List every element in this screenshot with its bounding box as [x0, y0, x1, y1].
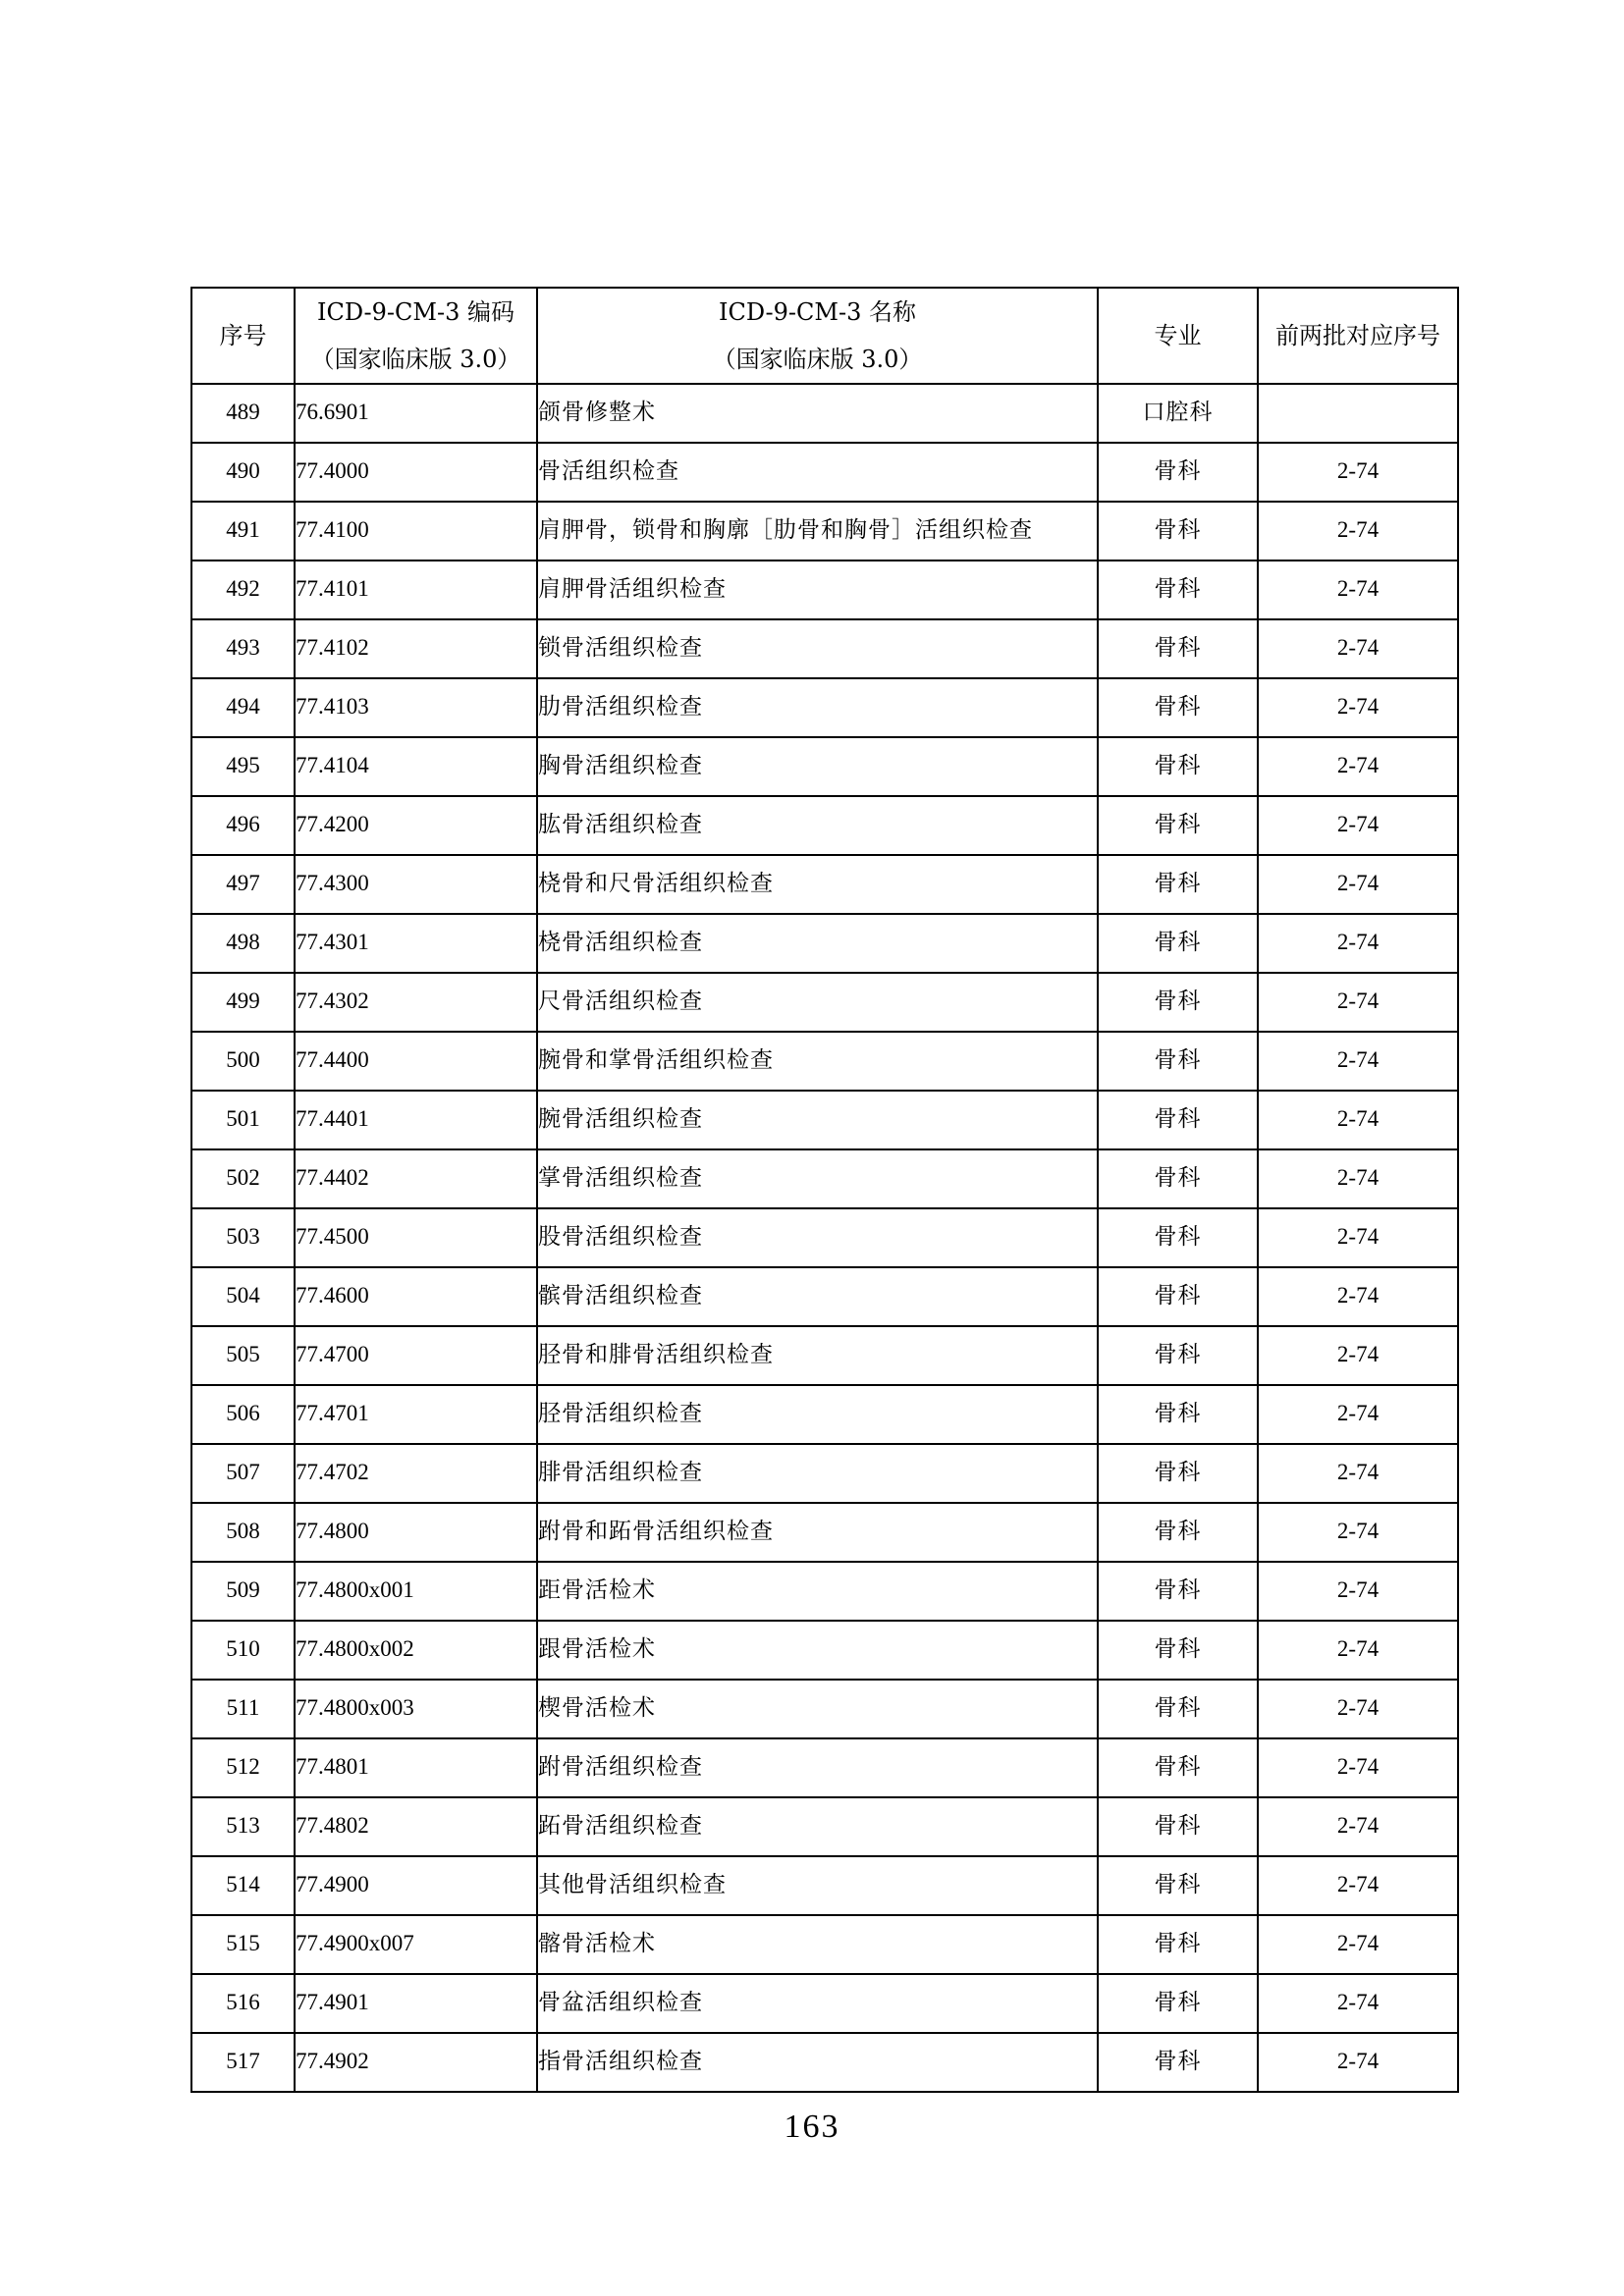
- cell-seq: 506: [191, 1385, 295, 1444]
- table-row: [191, 1385, 1458, 1444]
- cell-seq: 505: [191, 1326, 295, 1385]
- cell-seq: 499: [191, 973, 295, 1032]
- cell-dept: 骨科: [1098, 619, 1258, 678]
- cell-name: 肋骨活组织检查: [537, 678, 1098, 737]
- cell-name: 腓骨活组织检查: [537, 1444, 1098, 1503]
- cell-dept: 骨科: [1098, 1797, 1258, 1856]
- cell-code: 76.6901: [295, 384, 537, 443]
- table-row: [191, 737, 1458, 796]
- table-row: [191, 1149, 1458, 1208]
- cell-dept: 骨科: [1098, 1738, 1258, 1797]
- cell-prev: 2-74: [1258, 2033, 1458, 2092]
- cell-dept: 骨科: [1098, 1149, 1258, 1208]
- header-name: [537, 288, 1098, 384]
- cell-seq: 491: [191, 502, 295, 561]
- cell-prev: 2-74: [1258, 1680, 1458, 1738]
- table-row: [191, 1267, 1458, 1326]
- table-row: [191, 1562, 1458, 1621]
- cell-prev: 2-74: [1258, 1267, 1458, 1326]
- header-code-line2: （国家临床版 3.0）: [310, 346, 521, 373]
- cell-dept: 骨科: [1098, 1032, 1258, 1091]
- cell-prev: 2-74: [1258, 1974, 1458, 2033]
- cell-name: 跗骨和跖骨活组织检查: [537, 1503, 1098, 1562]
- table-row: [191, 1621, 1458, 1680]
- cell-code: 77.4302: [295, 973, 537, 1032]
- cell-dept: 骨科: [1098, 914, 1258, 973]
- header-name-line2: （国家临床版 3.0）: [712, 346, 923, 373]
- cell-seq: 490: [191, 443, 295, 502]
- cell-seq: 495: [191, 737, 295, 796]
- cell-name: 颌骨修整术: [537, 384, 1098, 443]
- cell-prev: 2-74: [1258, 973, 1458, 1032]
- cell-code: 77.4200: [295, 796, 537, 855]
- cell-dept: 骨科: [1098, 1091, 1258, 1149]
- cell-name: 胫骨活组织检查: [537, 1385, 1098, 1444]
- cell-code: 77.4104: [295, 737, 537, 796]
- cell-prev: 2-74: [1258, 678, 1458, 737]
- cell-name: 髌骨活组织检查: [537, 1267, 1098, 1326]
- cell-name: 桡骨和尺骨活组织检查: [537, 855, 1098, 914]
- cell-dept: 骨科: [1098, 973, 1258, 1032]
- cell-prev: 2-74: [1258, 1032, 1458, 1091]
- cell-dept: 骨科: [1098, 1444, 1258, 1503]
- header-code-line1: ICD-9-CM-3 编码: [317, 298, 514, 326]
- cell-dept: 骨科: [1098, 678, 1258, 737]
- cell-code: 77.4600: [295, 1267, 537, 1326]
- cell-code: 77.4103: [295, 678, 537, 737]
- cell-dept: 骨科: [1098, 1915, 1258, 1974]
- table-row: [191, 2033, 1458, 2092]
- cell-prev: 2-74: [1258, 1738, 1458, 1797]
- cell-name: 锁骨活组织检查: [537, 619, 1098, 678]
- cell-name: 肩胛骨，锁骨和胸廓［肋骨和胸骨］活组织检查: [537, 502, 1098, 561]
- cell-seq: 514: [191, 1856, 295, 1915]
- cell-prev: 2-74: [1258, 737, 1458, 796]
- table-row: [191, 1738, 1458, 1797]
- table-row: [191, 1856, 1458, 1915]
- cell-prev: 2-74: [1258, 443, 1458, 502]
- cell-prev: 2-74: [1258, 1385, 1458, 1444]
- cell-seq: 502: [191, 1149, 295, 1208]
- cell-seq: 511: [191, 1680, 295, 1738]
- cell-name: 尺骨活组织检查: [537, 973, 1098, 1032]
- cell-seq: 496: [191, 796, 295, 855]
- cell-code: 77.4901: [295, 1974, 537, 2033]
- cell-code: 77.4701: [295, 1385, 537, 1444]
- header-prev: 前两批对应序号: [1258, 288, 1458, 384]
- cell-prev: 2-74: [1258, 619, 1458, 678]
- cell-dept: 骨科: [1098, 502, 1258, 561]
- cell-prev: 2-74: [1258, 914, 1458, 973]
- cell-name: 腕骨活组织检查: [537, 1091, 1098, 1149]
- cell-name: 跟骨活检术: [537, 1621, 1098, 1680]
- table-row: [191, 1032, 1458, 1091]
- cell-dept: 骨科: [1098, 561, 1258, 619]
- cell-name: 桡骨活组织检查: [537, 914, 1098, 973]
- header-name-line1: ICD-9-CM-3 名称: [719, 298, 916, 326]
- cell-code: 77.4800x002: [295, 1621, 537, 1680]
- cell-dept: 骨科: [1098, 1385, 1258, 1444]
- cell-prev: 2-74: [1258, 502, 1458, 561]
- table-row: [191, 443, 1458, 502]
- cell-prev: 2-74: [1258, 1797, 1458, 1856]
- cell-seq: 494: [191, 678, 295, 737]
- cell-name: 肱骨活组织检查: [537, 796, 1098, 855]
- cell-seq: 503: [191, 1208, 295, 1267]
- table-row: [191, 1680, 1458, 1738]
- cell-name: 胫骨和腓骨活组织检查: [537, 1326, 1098, 1385]
- cell-code: 77.4702: [295, 1444, 537, 1503]
- cell-dept: 骨科: [1098, 1974, 1258, 2033]
- cell-seq: 517: [191, 2033, 295, 2092]
- cell-prev: 2-74: [1258, 855, 1458, 914]
- cell-dept: 口腔科: [1098, 384, 1258, 443]
- cell-name: 跗骨活组织检查: [537, 1738, 1098, 1797]
- cell-dept: 骨科: [1098, 737, 1258, 796]
- table-row: [191, 561, 1458, 619]
- cell-name: 跖骨活组织检查: [537, 1797, 1098, 1856]
- cell-code: 77.4700: [295, 1326, 537, 1385]
- cell-prev: 2-74: [1258, 1562, 1458, 1621]
- cell-seq: 500: [191, 1032, 295, 1091]
- cell-prev: 2-74: [1258, 1208, 1458, 1267]
- cell-prev: 2-74: [1258, 1326, 1458, 1385]
- cell-prev: 2-74: [1258, 1091, 1458, 1149]
- cell-code: 77.4802: [295, 1797, 537, 1856]
- cell-name: 楔骨活检术: [537, 1680, 1098, 1738]
- cell-name: 骨活组织检查: [537, 443, 1098, 502]
- cell-code: 77.4801: [295, 1738, 537, 1797]
- cell-code: 77.4800: [295, 1503, 537, 1562]
- cell-seq: 493: [191, 619, 295, 678]
- table-row: [191, 502, 1458, 561]
- table-row: [191, 1326, 1458, 1385]
- cell-code: 77.4800x003: [295, 1680, 537, 1738]
- cell-dept: 骨科: [1098, 443, 1258, 502]
- cell-seq: 515: [191, 1915, 295, 1974]
- table-row: [191, 1208, 1458, 1267]
- cell-seq: 492: [191, 561, 295, 619]
- cell-code: 77.4500: [295, 1208, 537, 1267]
- cell-code: 77.4301: [295, 914, 537, 973]
- cell-seq: 497: [191, 855, 295, 914]
- cell-prev: 2-74: [1258, 1503, 1458, 1562]
- cell-dept: 骨科: [1098, 1680, 1258, 1738]
- cell-prev: 2-74: [1258, 1621, 1458, 1680]
- cell-seq: 489: [191, 384, 295, 443]
- cell-dept: 骨科: [1098, 796, 1258, 855]
- table-row: [191, 1797, 1458, 1856]
- table-row: [191, 914, 1458, 973]
- cell-code: 77.4400: [295, 1032, 537, 1091]
- table-row: [191, 678, 1458, 737]
- cell-dept: 骨科: [1098, 1267, 1258, 1326]
- table-row: [191, 1503, 1458, 1562]
- cell-code: 77.4900: [295, 1856, 537, 1915]
- table-row: [191, 796, 1458, 855]
- table-header-row: [191, 288, 1458, 384]
- header-dept: 专业: [1098, 288, 1258, 384]
- cell-code: 77.4300: [295, 855, 537, 914]
- cell-seq: 498: [191, 914, 295, 973]
- header-code: [295, 288, 537, 384]
- cell-dept: 骨科: [1098, 1503, 1258, 1562]
- cell-name: 髂骨活检术: [537, 1915, 1098, 1974]
- page-number: 163: [784, 2109, 840, 2145]
- cell-seq: 510: [191, 1621, 295, 1680]
- cell-name: 骨盆活组织检查: [537, 1974, 1098, 2033]
- header-seq: 序号: [191, 288, 295, 384]
- table-row: [191, 855, 1458, 914]
- cell-dept: 骨科: [1098, 1621, 1258, 1680]
- cell-name: 其他骨活组织检查: [537, 1856, 1098, 1915]
- table-row: [191, 1444, 1458, 1503]
- cell-name: 股骨活组织检查: [537, 1208, 1098, 1267]
- cell-name: 腕骨和掌骨活组织检查: [537, 1032, 1098, 1091]
- cell-dept: 骨科: [1098, 1326, 1258, 1385]
- cell-dept: 骨科: [1098, 1208, 1258, 1267]
- cell-seq: 509: [191, 1562, 295, 1621]
- table-row: [191, 619, 1458, 678]
- cell-code: 77.4401: [295, 1091, 537, 1149]
- cell-seq: 501: [191, 1091, 295, 1149]
- cell-seq: 513: [191, 1797, 295, 1856]
- cell-prev: 2-74: [1258, 796, 1458, 855]
- cell-code: 77.4800x001: [295, 1562, 537, 1621]
- cell-dept: 骨科: [1098, 1856, 1258, 1915]
- cell-dept: 骨科: [1098, 855, 1258, 914]
- cell-prev: 2-74: [1258, 1856, 1458, 1915]
- cell-dept: 骨科: [1098, 1562, 1258, 1621]
- table-row: [191, 973, 1458, 1032]
- cell-name: 距骨活检术: [537, 1562, 1098, 1621]
- cell-seq: 507: [191, 1444, 295, 1503]
- cell-seq: 512: [191, 1738, 295, 1797]
- cell-prev: 2-74: [1258, 1444, 1458, 1503]
- cell-name: 肩胛骨活组织检查: [537, 561, 1098, 619]
- cell-code: 77.4402: [295, 1149, 537, 1208]
- cell-dept: 骨科: [1098, 2033, 1258, 2092]
- cell-prev: 2-74: [1258, 1149, 1458, 1208]
- cell-name: 指骨活组织检查: [537, 2033, 1098, 2092]
- cell-prev: [1258, 384, 1458, 443]
- procedure-table: [190, 287, 1459, 2093]
- cell-code: 77.4902: [295, 2033, 537, 2092]
- table-body: [191, 384, 1458, 2092]
- table-row: [191, 1974, 1458, 2033]
- cell-seq: 516: [191, 1974, 295, 2033]
- cell-prev: 2-74: [1258, 1915, 1458, 1974]
- cell-name: 胸骨活组织检查: [537, 737, 1098, 796]
- cell-code: 77.4101: [295, 561, 537, 619]
- table-row: [191, 1915, 1458, 1974]
- cell-code: 77.4102: [295, 619, 537, 678]
- cell-code: 77.4000: [295, 443, 537, 502]
- table-row: [191, 1091, 1458, 1149]
- cell-code: 77.4100: [295, 502, 537, 561]
- table-row: [191, 384, 1458, 443]
- cell-seq: 508: [191, 1503, 295, 1562]
- cell-prev: 2-74: [1258, 561, 1458, 619]
- cell-seq: 504: [191, 1267, 295, 1326]
- cell-code: 77.4900x007: [295, 1915, 537, 1974]
- cell-name: 掌骨活组织检查: [537, 1149, 1098, 1208]
